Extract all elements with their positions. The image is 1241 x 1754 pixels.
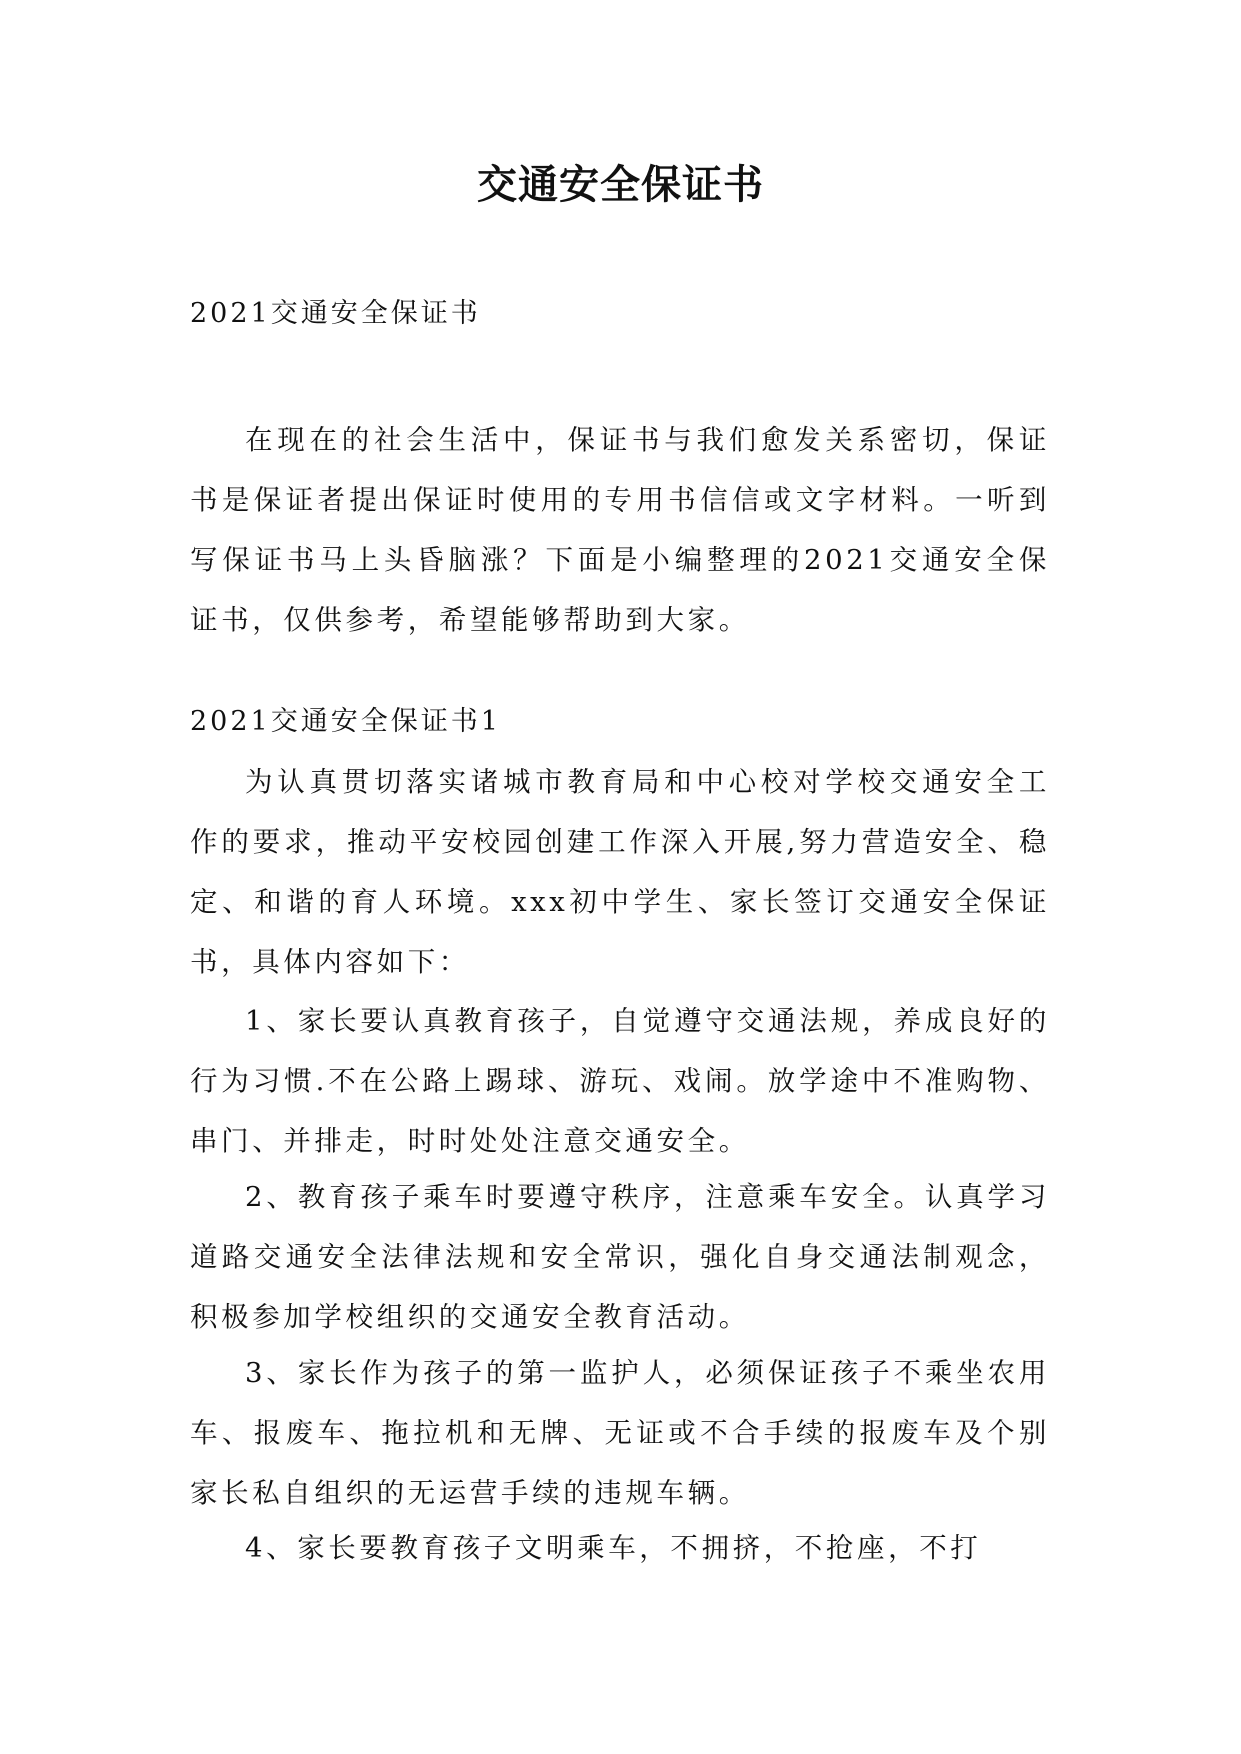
list-item: 2、教育孩子乘车时要遵守秩序，注意乘车安全。认真学习道路交通安全法律法规和安全常识，强化自身交通法制观念，积极参加学校组织的交通安全教育活动。: [190, 1181, 1050, 1333]
document-title: 交通安全保证书: [477, 161, 764, 208]
intro-paragraph: 在现在的社会生活中，保证书与我们愈发关系密切，保证书是保证者提出保证时使用的专用书信信或文字材料。一听到写保证书马上头昏脑涨？下面是小编整理的2021交通安全保证书，仅供参考，希望能够帮助到大家。: [190, 424, 1050, 636]
list-item: 1、家长要认真教育孩子，自觉遵守交通法规，养成良好的行为习惯.不在公路上踢球、游玩、戏闹。放学途中不准购物、串门、并排走，时时处处注意交通安全。: [190, 1005, 1050, 1157]
section-intro-paragraph: 为认真贯切落实诸城市教育局和中心校对学校交通安全工作的要求，推动平安校园创建工作深入开展,努力营造安全、稳定、和谐的育人环境。xxx初中学生、家长签订交通安全保证书，具体内容如下：: [190, 766, 1050, 978]
list-item: 4、家长要教育孩子文明乘车，不拥挤，不抢座，不打: [245, 1532, 982, 1564]
document-subtitle: 2021交通安全保证书: [190, 298, 481, 329]
list-item: 3、家长作为孩子的第一监护人，必须保证孩子不乘坐农用车、报废车、拖拉机和无牌、无证或不合手续的报废车及个别家长私自组织的无运营手续的违规车辆。: [190, 1357, 1050, 1509]
section-heading: 2021交通安全保证书1: [190, 706, 501, 737]
